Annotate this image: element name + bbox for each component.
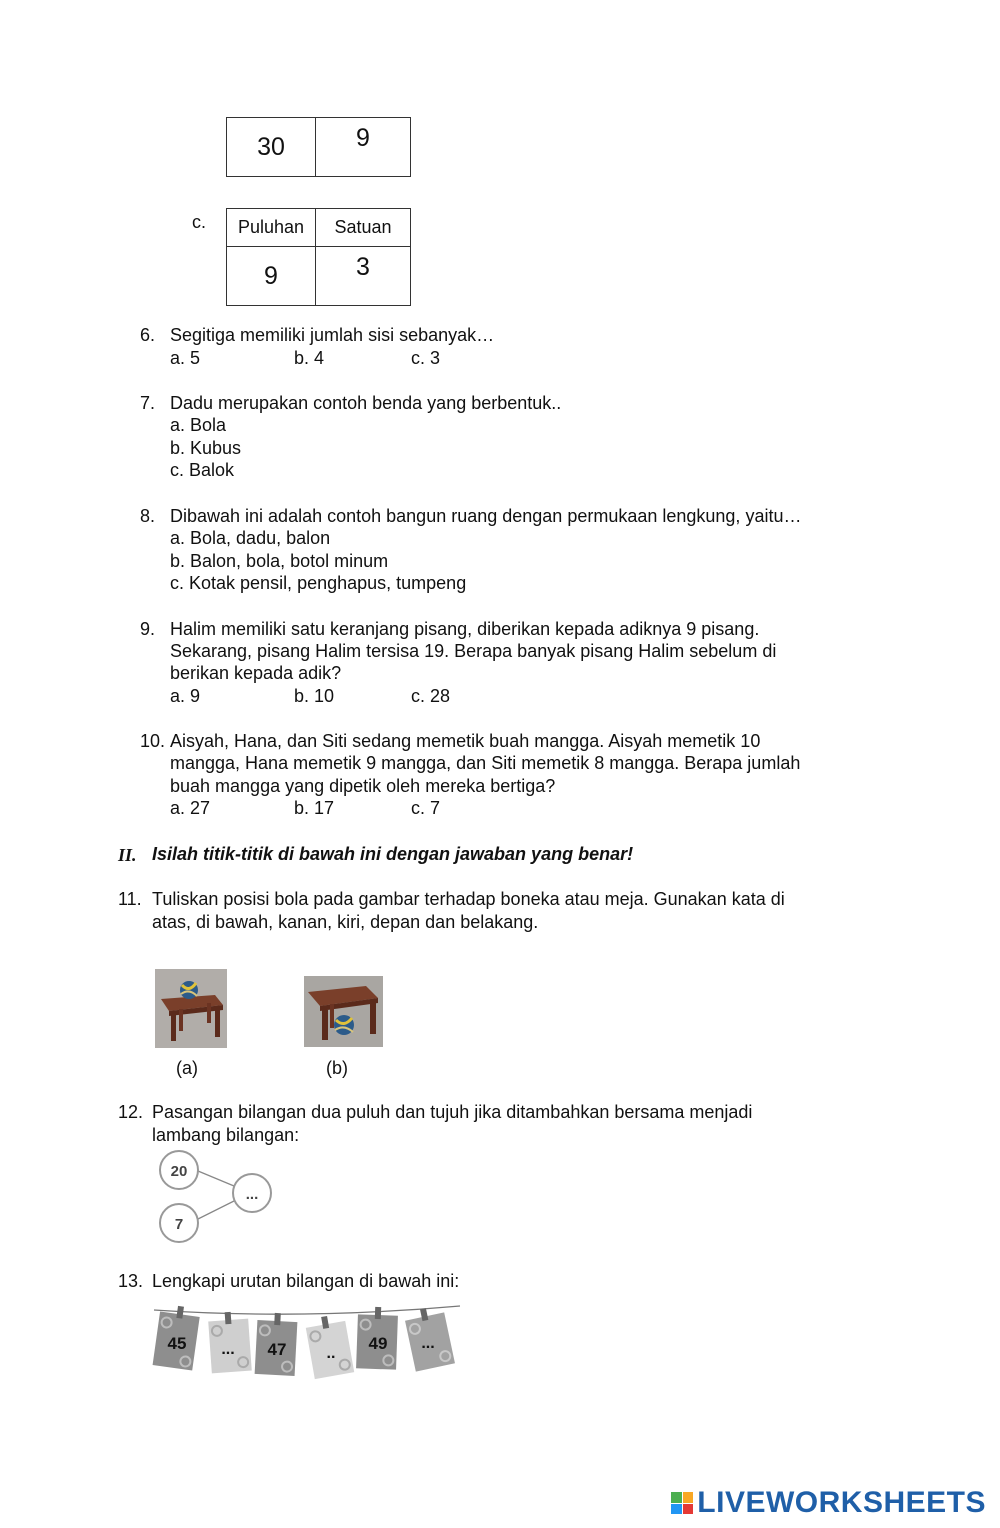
card-49: 49 (368, 1334, 388, 1353)
logo-icon (671, 1492, 693, 1514)
place-value-table-b (226, 117, 411, 177)
card-45: 45 (167, 1334, 187, 1353)
ball-under-table-image (304, 976, 383, 1047)
header-satuan: Satuan (316, 209, 411, 247)
tens-cell: 30 (227, 118, 316, 177)
question-text-line-3: buah mangga yang dipetik oleh mereka bertiga? (170, 776, 556, 796)
question-text: Dibawah ini adalah contoh bangun ruang dengan permukaan lengkung, yaitu… (170, 506, 802, 526)
question-number: 12. (118, 1102, 144, 1122)
question-text: Segitiga memiliki jumlah sisi sebanyak… (170, 325, 495, 345)
option-b[interactable]: b. Balon, bola, botol minum (170, 551, 389, 571)
tens-cell: 9 (227, 247, 316, 306)
liveworksheets-logo[interactable] (671, 1486, 986, 1520)
question-text-line-1: Aisyah, Hana, dan Siti sedang memetik buah mangga. Aisyah memetik 10 (170, 731, 761, 751)
question-number: 6. (140, 325, 156, 345)
card-blank-1[interactable]: ... (221, 1341, 235, 1358)
option-c[interactable]: c. 28 (411, 686, 451, 706)
option-c[interactable]: c. 3 (411, 348, 441, 368)
logo-text: LIVEWORKSHEETS (697, 1486, 986, 1519)
number-sequence-clothesline (152, 1298, 462, 1380)
question-number: 7. (140, 393, 156, 413)
bubble-7: 7 (174, 1216, 184, 1233)
option-b[interactable]: b. 4 (294, 348, 325, 368)
option-a[interactable]: a. Bola (170, 415, 227, 435)
question-number: 13. (118, 1271, 144, 1291)
ones-cell: 9 (316, 118, 411, 177)
option-b[interactable]: b. Kubus (170, 438, 242, 458)
header-puluhan: Puluhan (227, 209, 316, 247)
option-a[interactable]: a. 27 (170, 798, 211, 818)
ball-on-table-image (155, 969, 227, 1048)
question-text-line-1: Tuliskan posisi bola pada gambar terhadap boneka atau meja. Gunakan kata di (152, 889, 785, 909)
number-bond-diagram (152, 1146, 278, 1246)
option-c-label: c. (192, 212, 207, 232)
question-text-line-3: berikan kepada adik? (170, 663, 342, 683)
option-c[interactable]: c. Balok (170, 460, 235, 480)
card-blank-3[interactable]: ... (421, 1335, 435, 1352)
option-b[interactable]: b. 17 (294, 798, 335, 818)
option-a[interactable]: a. 5 (170, 348, 201, 368)
card-blank-2[interactable]: .. (326, 1345, 336, 1362)
question-number: 8. (140, 506, 156, 526)
caption-a: (a) (176, 1058, 198, 1078)
question-text-line-2: atas, di bawah, kanan, kiri, depan dan belakang. (152, 912, 539, 932)
bubble-20: 20 (170, 1163, 188, 1180)
question-text-line-2: lambang bilangan: (152, 1125, 300, 1145)
question-text-line-1: Halim memiliki satu keranjang pisang, diberikan kepada adiknya 9 pisang. (170, 619, 760, 639)
question-text-line-2: mangga, Hana memetik 9 mangga, dan Siti memetik 8 mangga. Berapa jumlah (170, 753, 801, 773)
bubble-answer[interactable]: ... (245, 1186, 259, 1203)
ones-cell: 3 (316, 247, 411, 306)
question-text-line-2: Sekarang, pisang Halim tersisa 19. Berapa banyak pisang Halim sebelum di (170, 641, 777, 661)
option-c[interactable]: c. Kotak pensil, penghapus, tumpeng (170, 573, 467, 593)
section-roman: II. (118, 845, 137, 865)
question-number: 10. (140, 731, 166, 751)
option-b[interactable]: b. 10 (294, 686, 335, 706)
place-value-table-c (226, 208, 411, 306)
question-text-line-1: Pasangan bilangan dua puluh dan tujuh jika ditambahkan bersama menjadi (152, 1102, 753, 1122)
section-title: Isilah titik-titik di bawah ini dengan jawaban yang benar! (152, 844, 634, 864)
question-number: 9. (140, 619, 156, 639)
option-c[interactable]: c. 7 (411, 798, 441, 818)
question-text: Dadu merupakan contoh benda yang berbentuk.. (170, 393, 562, 413)
option-a[interactable]: a. Bola, dadu, balon (170, 528, 331, 548)
question-text: Lengkapi urutan bilangan di bawah ini: (152, 1271, 460, 1291)
caption-b: (b) (326, 1058, 348, 1078)
option-a[interactable]: a. 9 (170, 686, 201, 706)
card-47: 47 (267, 1340, 287, 1359)
question-number: 11. (118, 889, 142, 909)
